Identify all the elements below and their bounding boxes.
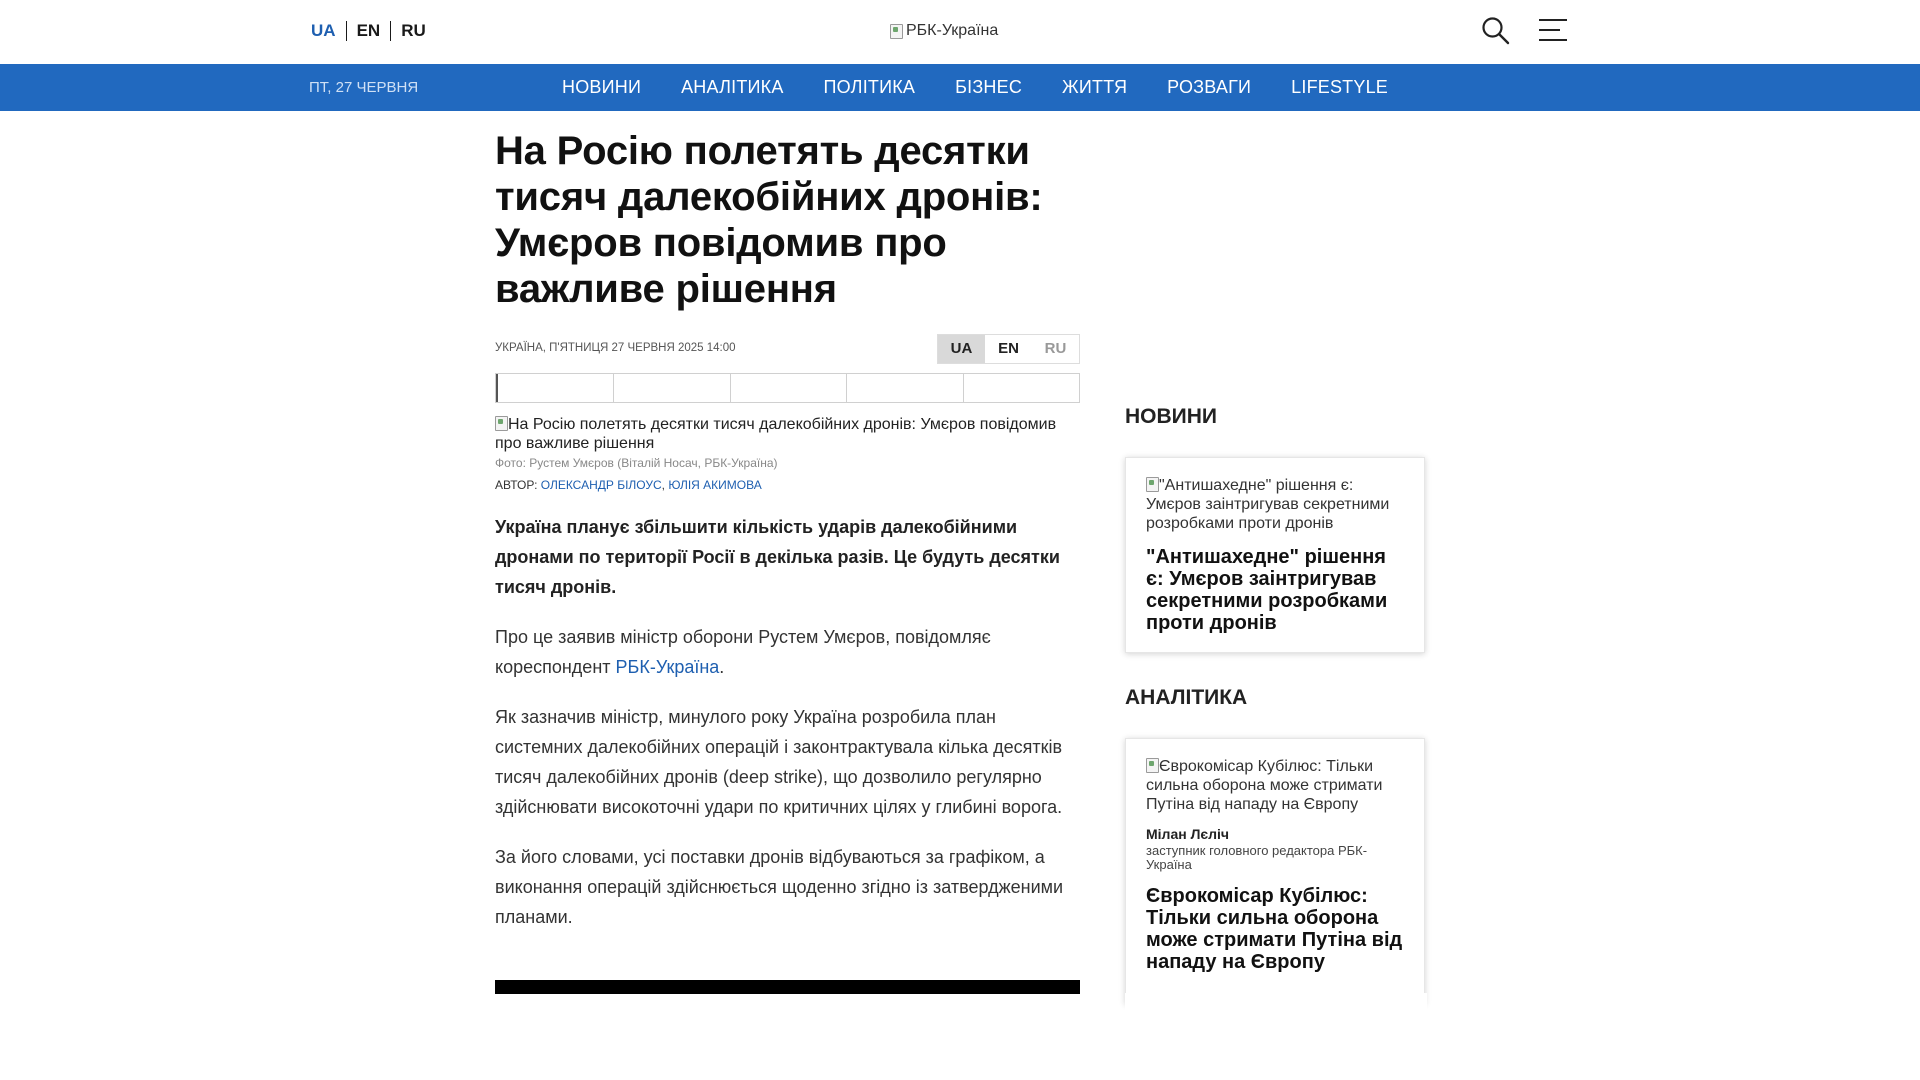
search-icon	[1480, 15, 1512, 47]
sidebar-news-heading[interactable]: НОВИНИ	[1125, 405, 1218, 428]
article-paragraph: Як зазначив міністр, минулого року Україна розробила план системних далекобійних операцій і законтрактувала кілька десятків тисяч далекобійних дронів (deep strike), що дозволило регулярно здійснювати високоточні удари по критичних цілях у глибині ворога.	[495, 707, 1063, 817]
viewport-clip	[1125, 993, 1427, 1013]
sidebar-analytics-heading[interactable]: АНАЛІТИКА	[1125, 686, 1248, 709]
share-button[interactable]	[846, 374, 962, 402]
analytics-card-author-role: заступник головного редактора РБК-Україна	[1146, 843, 1368, 872]
image-caption: Фото: Рустем Умєров (Віталій Носач, РБК-Україна)	[495, 456, 778, 470]
article-lang-ua-button[interactable]: UA	[938, 335, 985, 363]
search-button[interactable]	[1480, 15, 1512, 47]
nav-item-entertainment[interactable]: РОЗВАГИ	[1167, 77, 1252, 97]
article-image-alt: На Росію полетять десятки тисяч далекобійних дронів: Умєров повідомив про важливе рішення	[495, 416, 1057, 452]
hamburger-menu-icon	[1538, 17, 1568, 45]
article-lead: Україна планує збільшити кількість ударів далекобійними дронами по території Росії в декілька разів. Це будуть десятки тисяч дронів.	[495, 517, 1060, 597]
article-date: УКРАЇНА, П'ЯТНИЦЯ 27 ЧЕРВНЯ 2025 14:00	[495, 342, 736, 354]
nav-item-lifestyle[interactable]: LIFESTYLE	[1291, 77, 1388, 97]
news-card-title[interactable]: "Антишахедне" рішення є: Умєров заінтригував секретними розробками проти дронів	[1146, 546, 1388, 634]
article-language-switch	[937, 334, 1080, 364]
analytics-card-title[interactable]: Єврокомісар Кубілюс: Тільки сильна оборона може стримати Путіна від нападу на Європу	[1146, 885, 1403, 973]
broken-image-icon	[1146, 477, 1159, 492]
paragraph-end: .	[719, 657, 725, 677]
author-link[interactable]: ОЛЕКСАНДР БІЛОУС	[540, 478, 662, 492]
broken-image-icon	[495, 416, 508, 431]
share-button[interactable]	[613, 374, 729, 402]
lang-ua-link[interactable]: UA	[311, 21, 336, 40]
news-card[interactable]	[1125, 457, 1425, 653]
author-label: АВТОР:	[495, 478, 538, 492]
article	[495, 128, 1080, 932]
article-paragraph: За його словами, усі поставки дронів відбуваються за графіком, а виконання операцій здійснюється щоденно згідно із затвердженими планами.	[495, 847, 1064, 927]
author-link[interactable]: ЮЛІЯ АКИМОВА	[668, 478, 762, 492]
logo-alt-text: РБК-Україна	[906, 22, 999, 39]
lang-en-link[interactable]: EN	[356, 21, 381, 40]
nav-item-analytics[interactable]: АНАЛІТИКА	[681, 77, 784, 97]
author-separator: ,	[661, 478, 666, 492]
nav-menu	[562, 77, 1428, 98]
article-paragraph	[495, 622, 1080, 682]
menu-button[interactable]	[1538, 17, 1568, 45]
share-button[interactable]	[730, 374, 846, 402]
current-date: ПТ, 27 ЧЕРВНЯ	[309, 79, 419, 96]
broken-image-icon	[1146, 758, 1159, 773]
nav-item-life[interactable]: ЖИТТЯ	[1062, 77, 1128, 97]
article-lang-en-button[interactable]: EN	[985, 335, 1032, 363]
language-selector	[311, 21, 436, 41]
nav-item-politics[interactable]: ПОЛІТИКА	[823, 77, 916, 97]
article-meta-row	[495, 334, 1080, 364]
share-button[interactable]	[963, 374, 1079, 402]
paragraph-text: Про це заявив міністр оборони Рустем Умєров, повідомляє кореспондент	[495, 627, 991, 677]
analytics-card-image-alt: Єврокомісар Кубілюс: Тільки сильна оборона може стримати Путіна від нападу на Європу	[1146, 758, 1383, 813]
analytics-card-image	[1146, 757, 1405, 814]
article-lang-ru-button[interactable]: RU	[1032, 335, 1079, 363]
article-authors	[495, 478, 1080, 492]
site-logo[interactable]	[890, 22, 998, 40]
nav-item-business[interactable]: БІЗНЕС	[955, 77, 1023, 97]
top-header	[0, 0, 1920, 64]
lang-ru-link[interactable]: RU	[401, 21, 426, 40]
article-title: На Росію полетять десятки тисяч далекобійних дронів: Умєров повідомив про важливе рішення	[495, 129, 1043, 311]
news-card-image-alt: "Антишахедне" рішення є: Умєров заінтригував секретними розробками проти дронів	[1146, 477, 1390, 532]
analytics-card[interactable]	[1125, 738, 1425, 1004]
analytics-card-author[interactable]: Мілан Лєліч	[1146, 826, 1230, 842]
source-link[interactable]: РБК-Україна	[615, 657, 720, 677]
share-buttons	[495, 373, 1080, 403]
article-image	[495, 415, 1080, 453]
video-player-bar[interactable]	[495, 980, 1080, 994]
share-button[interactable]	[496, 374, 613, 402]
main-navigation	[0, 64, 1920, 111]
broken-image-icon	[890, 24, 903, 39]
nav-item-news[interactable]: НОВИНИ	[562, 77, 642, 97]
news-card-image	[1146, 476, 1405, 533]
